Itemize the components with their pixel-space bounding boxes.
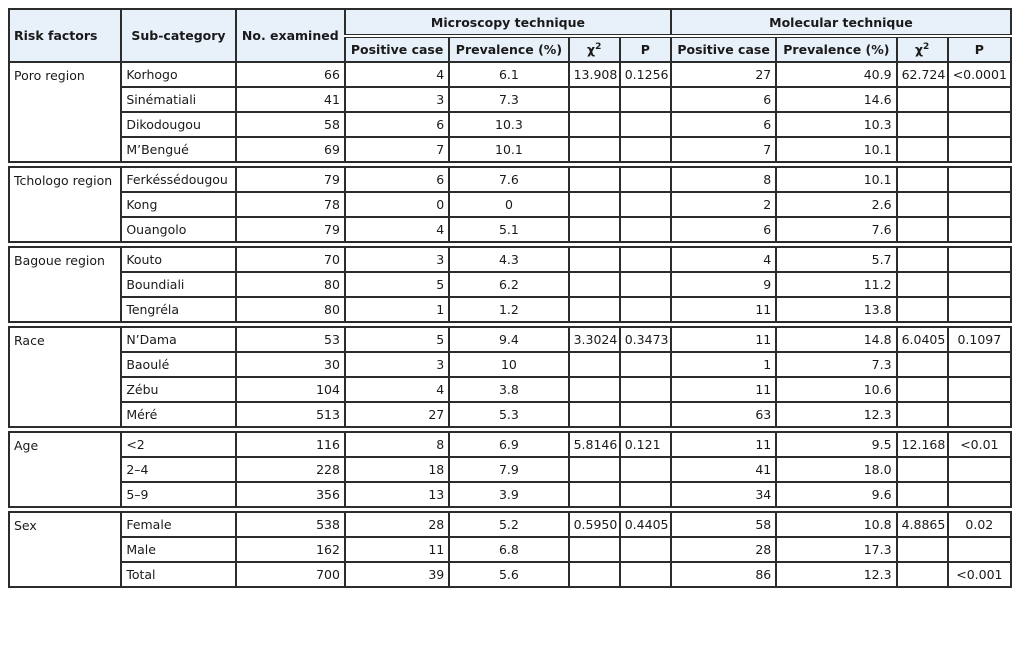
microscopy-p-cell: [620, 217, 671, 242]
molecular-p-cell: [948, 352, 1011, 377]
table-row: [9, 192, 1011, 217]
header-molecular-positive-case: Positive case: [671, 36, 776, 62]
sub-category-cell: M’Bengué: [121, 137, 235, 162]
molecular-chi-square-cell: [897, 167, 948, 192]
header-molecular-chi-square: [897, 36, 948, 62]
sub-category-cell: Kong: [121, 192, 235, 217]
no-examined-cell: 513: [236, 402, 345, 427]
header-molecular-prevalence: Prevalence (%): [776, 36, 896, 62]
molecular-p-cell: [948, 137, 1011, 162]
microscopy-prevalence-cell: 7.6: [449, 167, 568, 192]
molecular-chi-square-cell: [897, 402, 948, 427]
microscopy-p-cell: [620, 192, 671, 217]
sub-category-cell: Sinématiali: [121, 87, 235, 112]
microscopy-p-cell: [620, 297, 671, 322]
table-row: [9, 272, 1011, 297]
molecular-prevalence-cell: 2.6: [776, 192, 896, 217]
sub-category-cell: Tengréla: [121, 297, 235, 322]
molecular-chi-square-cell: [897, 137, 948, 162]
table-row: [9, 247, 1011, 272]
molecular-prevalence-cell: 10.1: [776, 137, 896, 162]
molecular-chi-square-cell: [897, 562, 948, 587]
microscopy-p-cell: [620, 167, 671, 192]
molecular-positive-cell: 6: [671, 217, 776, 242]
risk-factor-cell: Poro region: [9, 62, 121, 162]
molecular-p-cell: [948, 272, 1011, 297]
microscopy-chi-square-cell: [569, 402, 620, 427]
molecular-prevalence-cell: 7.3: [776, 352, 896, 377]
no-examined-cell: 41: [236, 87, 345, 112]
table-row: [9, 512, 1011, 537]
microscopy-prevalence-cell: 3.9: [449, 482, 568, 507]
microscopy-positive-cell: 3: [345, 247, 449, 272]
table-row: [9, 87, 1011, 112]
molecular-p-cell: <0.01: [948, 432, 1011, 457]
molecular-positive-cell: 4: [671, 247, 776, 272]
no-examined-cell: 30: [236, 352, 345, 377]
molecular-prevalence-cell: 9.6: [776, 482, 896, 507]
header-microscopy-technique: Microscopy technique: [345, 9, 671, 36]
microscopy-positive-cell: 27: [345, 402, 449, 427]
risk-factor-cell: Bagoue region: [9, 247, 121, 322]
molecular-prevalence-cell: 40.9: [776, 62, 896, 87]
microscopy-prevalence-cell: 6.2: [449, 272, 568, 297]
microscopy-positive-cell: 6: [345, 112, 449, 137]
microscopy-chi-square-cell: 5.8146: [569, 432, 620, 457]
chi-symbol: χ: [914, 42, 924, 58]
table-row: [9, 457, 1011, 482]
molecular-chi-square-cell: [897, 272, 948, 297]
sub-category-cell: Méré: [121, 402, 235, 427]
sub-category-cell: N’Dama: [121, 327, 235, 352]
risk-factor-cell: Sex: [9, 512, 121, 587]
risk-factor-cell: Race: [9, 327, 121, 427]
molecular-p-cell: 0.02: [948, 512, 1011, 537]
microscopy-prevalence-cell: 5.6: [449, 562, 568, 587]
microscopy-prevalence-cell: 5.1: [449, 217, 568, 242]
microscopy-prevalence-cell: 6.1: [449, 62, 568, 87]
molecular-p-cell: [948, 297, 1011, 322]
microscopy-chi-square-cell: 13.908: [569, 62, 620, 87]
table-header: [9, 9, 1011, 62]
table-row: [9, 537, 1011, 562]
molecular-chi-square-cell: [897, 247, 948, 272]
molecular-positive-cell: 11: [671, 327, 776, 352]
microscopy-chi-square-cell: [569, 482, 620, 507]
microscopy-p-cell: [620, 352, 671, 377]
molecular-positive-cell: 9: [671, 272, 776, 297]
no-examined-cell: 228: [236, 457, 345, 482]
molecular-prevalence-cell: 7.6: [776, 217, 896, 242]
sub-category-cell: Female: [121, 512, 235, 537]
molecular-chi-square-cell: 62.724: [897, 62, 948, 87]
no-examined-cell: 80: [236, 272, 345, 297]
sub-category-cell: 5–9: [121, 482, 235, 507]
molecular-positive-cell: 7: [671, 137, 776, 162]
microscopy-positive-cell: 3: [345, 87, 449, 112]
molecular-chi-square-cell: [897, 352, 948, 377]
molecular-prevalence-cell: 17.3: [776, 537, 896, 562]
molecular-prevalence-cell: 10.8: [776, 512, 896, 537]
microscopy-prevalence-cell: 6.8: [449, 537, 568, 562]
microscopy-chi-square-cell: [569, 377, 620, 402]
microscopy-p-cell: [620, 457, 671, 482]
microscopy-positive-cell: 6: [345, 167, 449, 192]
no-examined-cell: 356: [236, 482, 345, 507]
microscopy-chi-square-cell: [569, 537, 620, 562]
molecular-chi-square-cell: [897, 377, 948, 402]
molecular-prevalence-cell: 13.8: [776, 297, 896, 322]
no-examined-cell: 80: [236, 297, 345, 322]
microscopy-p-cell: [620, 247, 671, 272]
table-row: [9, 167, 1011, 192]
microscopy-prevalence-cell: 4.3: [449, 247, 568, 272]
risk-factor-table-container: [8, 8, 1012, 588]
no-examined-cell: 79: [236, 167, 345, 192]
no-examined-cell: 69: [236, 137, 345, 162]
molecular-positive-cell: 2: [671, 192, 776, 217]
sub-category-cell: Male: [121, 537, 235, 562]
sub-category-cell: Dikodougou: [121, 112, 235, 137]
header-microscopy-positive-case: Positive case: [345, 36, 449, 62]
molecular-p-cell: [948, 537, 1011, 562]
molecular-p-cell: [948, 457, 1011, 482]
microscopy-positive-cell: 7: [345, 137, 449, 162]
microscopy-positive-cell: 28: [345, 512, 449, 537]
molecular-chi-square-cell: [897, 192, 948, 217]
table-body: [9, 62, 1011, 587]
no-examined-cell: 58: [236, 112, 345, 137]
microscopy-prevalence-cell: 9.4: [449, 327, 568, 352]
microscopy-chi-square-cell: 3.3024: [569, 327, 620, 352]
microscopy-p-cell: [620, 482, 671, 507]
molecular-chi-square-cell: [897, 537, 948, 562]
microscopy-chi-square-cell: [569, 167, 620, 192]
header-risk-factors: Risk factors: [9, 9, 121, 62]
table-row: [9, 327, 1011, 352]
header-microscopy-p: P: [620, 36, 671, 62]
header-microscopy-chi-square: [569, 36, 620, 62]
microscopy-chi-square-cell: [569, 352, 620, 377]
molecular-prevalence-cell: 5.7: [776, 247, 896, 272]
microscopy-positive-cell: 3: [345, 352, 449, 377]
molecular-positive-cell: 41: [671, 457, 776, 482]
table-row: [9, 217, 1011, 242]
risk-factor-table: [8, 8, 1012, 588]
microscopy-p-cell: 0.1256: [620, 62, 671, 87]
molecular-chi-square-cell: 12.168: [897, 432, 948, 457]
molecular-p-cell: [948, 217, 1011, 242]
microscopy-chi-square-cell: [569, 247, 620, 272]
table-row: [9, 377, 1011, 402]
microscopy-positive-cell: 39: [345, 562, 449, 587]
no-examined-cell: 700: [236, 562, 345, 587]
molecular-positive-cell: 11: [671, 377, 776, 402]
sub-category-cell: Ouangolo: [121, 217, 235, 242]
microscopy-positive-cell: 5: [345, 327, 449, 352]
microscopy-positive-cell: 4: [345, 62, 449, 87]
header-sub-category: Sub-category: [121, 9, 235, 62]
microscopy-p-cell: 0.3473: [620, 327, 671, 352]
table-row: [9, 402, 1011, 427]
molecular-positive-cell: 6: [671, 87, 776, 112]
no-examined-cell: 78: [236, 192, 345, 217]
molecular-prevalence-cell: 14.8: [776, 327, 896, 352]
microscopy-chi-square-cell: [569, 137, 620, 162]
microscopy-prevalence-cell: 1.2: [449, 297, 568, 322]
molecular-p-cell: [948, 402, 1011, 427]
header-molecular-p: P: [948, 36, 1011, 62]
microscopy-positive-cell: 8: [345, 432, 449, 457]
table-row: [9, 432, 1011, 457]
molecular-positive-cell: 34: [671, 482, 776, 507]
sub-category-cell: Baoulé: [121, 352, 235, 377]
no-examined-cell: 104: [236, 377, 345, 402]
chi-exponent: 2: [923, 41, 930, 52]
molecular-positive-cell: 86: [671, 562, 776, 587]
molecular-positive-cell: 8: [671, 167, 776, 192]
molecular-prevalence-cell: 10.6: [776, 377, 896, 402]
no-examined-cell: 53: [236, 327, 345, 352]
molecular-p-cell: [948, 167, 1011, 192]
microscopy-prevalence-cell: 10.1: [449, 137, 568, 162]
molecular-prevalence-cell: 10.3: [776, 112, 896, 137]
molecular-prevalence-cell: 18.0: [776, 457, 896, 482]
molecular-positive-cell: 63: [671, 402, 776, 427]
risk-factor-cell: Age: [9, 432, 121, 507]
microscopy-prevalence-cell: 7.9: [449, 457, 568, 482]
header-molecular-technique: Molecular technique: [671, 9, 1011, 36]
no-examined-cell: 66: [236, 62, 345, 87]
header-microscopy-prevalence: Prevalence (%): [449, 36, 568, 62]
microscopy-chi-square-cell: [569, 192, 620, 217]
molecular-positive-cell: 58: [671, 512, 776, 537]
microscopy-p-cell: [620, 272, 671, 297]
microscopy-prevalence-cell: 5.3: [449, 402, 568, 427]
microscopy-p-cell: [620, 537, 671, 562]
molecular-chi-square-cell: [897, 482, 948, 507]
microscopy-positive-cell: 18: [345, 457, 449, 482]
microscopy-p-cell: [620, 562, 671, 587]
no-examined-cell: 538: [236, 512, 345, 537]
microscopy-chi-square-cell: [569, 297, 620, 322]
table-row: [9, 562, 1011, 587]
microscopy-chi-square-cell: [569, 272, 620, 297]
molecular-positive-cell: 1: [671, 352, 776, 377]
microscopy-p-cell: 0.4405: [620, 512, 671, 537]
molecular-chi-square-cell: [897, 297, 948, 322]
table-row: [9, 137, 1011, 162]
molecular-p-cell: [948, 482, 1011, 507]
microscopy-p-cell: [620, 377, 671, 402]
microscopy-p-cell: [620, 402, 671, 427]
sub-category-cell: Kouto: [121, 247, 235, 272]
molecular-p-cell: [948, 112, 1011, 137]
header-no-examined: No. examined: [236, 9, 345, 62]
microscopy-positive-cell: 4: [345, 377, 449, 402]
microscopy-chi-square-cell: [569, 217, 620, 242]
microscopy-chi-square-cell: [569, 562, 620, 587]
molecular-p-cell: [948, 247, 1011, 272]
microscopy-positive-cell: 0: [345, 192, 449, 217]
molecular-positive-cell: 11: [671, 297, 776, 322]
microscopy-chi-square-cell: [569, 112, 620, 137]
molecular-chi-square-cell: [897, 87, 948, 112]
no-examined-cell: 70: [236, 247, 345, 272]
microscopy-prevalence-cell: 0: [449, 192, 568, 217]
microscopy-positive-cell: 13: [345, 482, 449, 507]
sub-category-cell: Zébu: [121, 377, 235, 402]
molecular-p-cell: <0.0001: [948, 62, 1011, 87]
microscopy-prevalence-cell: 10.3: [449, 112, 568, 137]
microscopy-p-cell: [620, 87, 671, 112]
molecular-positive-cell: 28: [671, 537, 776, 562]
molecular-positive-cell: 11: [671, 432, 776, 457]
molecular-positive-cell: 27: [671, 62, 776, 87]
table-row: [9, 112, 1011, 137]
molecular-chi-square-cell: [897, 112, 948, 137]
molecular-chi-square-cell: [897, 457, 948, 482]
molecular-prevalence-cell: 12.3: [776, 562, 896, 587]
sub-category-cell: Boundiali: [121, 272, 235, 297]
molecular-prevalence-cell: 14.6: [776, 87, 896, 112]
molecular-prevalence-cell: 12.3: [776, 402, 896, 427]
chi-exponent: 2: [595, 41, 602, 52]
sub-category-cell: Total: [121, 562, 235, 587]
sub-category-cell: 2–4: [121, 457, 235, 482]
microscopy-positive-cell: 5: [345, 272, 449, 297]
sub-category-cell: <2: [121, 432, 235, 457]
microscopy-prevalence-cell: 6.9: [449, 432, 568, 457]
microscopy-chi-square-cell: [569, 87, 620, 112]
microscopy-prevalence-cell: 10: [449, 352, 568, 377]
molecular-chi-square-cell: 4.8865: [897, 512, 948, 537]
molecular-p-cell: [948, 87, 1011, 112]
table-row: [9, 62, 1011, 87]
molecular-p-cell: [948, 192, 1011, 217]
microscopy-chi-square-cell: [569, 457, 620, 482]
molecular-p-cell: [948, 377, 1011, 402]
molecular-p-cell: 0.1097: [948, 327, 1011, 352]
no-examined-cell: 162: [236, 537, 345, 562]
table-row: [9, 352, 1011, 377]
microscopy-positive-cell: 4: [345, 217, 449, 242]
table-row: [9, 482, 1011, 507]
molecular-chi-square-cell: [897, 217, 948, 242]
chi-symbol: χ: [586, 42, 596, 58]
sub-category-cell: Ferkéssédougou: [121, 167, 235, 192]
no-examined-cell: 116: [236, 432, 345, 457]
microscopy-positive-cell: 1: [345, 297, 449, 322]
molecular-positive-cell: 6: [671, 112, 776, 137]
molecular-prevalence-cell: 10.1: [776, 167, 896, 192]
microscopy-prevalence-cell: 7.3: [449, 87, 568, 112]
microscopy-prevalence-cell: 3.8: [449, 377, 568, 402]
molecular-p-cell: <0.001: [948, 562, 1011, 587]
molecular-prevalence-cell: 9.5: [776, 432, 896, 457]
sub-category-cell: Korhogo: [121, 62, 235, 87]
no-examined-cell: 79: [236, 217, 345, 242]
molecular-chi-square-cell: 6.0405: [897, 327, 948, 352]
table-row: [9, 297, 1011, 322]
microscopy-positive-cell: 11: [345, 537, 449, 562]
risk-factor-cell: Tchologo region: [9, 167, 121, 242]
microscopy-prevalence-cell: 5.2: [449, 512, 568, 537]
microscopy-chi-square-cell: 0.5950: [569, 512, 620, 537]
microscopy-p-cell: 0.121: [620, 432, 671, 457]
molecular-prevalence-cell: 11.2: [776, 272, 896, 297]
microscopy-p-cell: [620, 137, 671, 162]
microscopy-p-cell: [620, 112, 671, 137]
